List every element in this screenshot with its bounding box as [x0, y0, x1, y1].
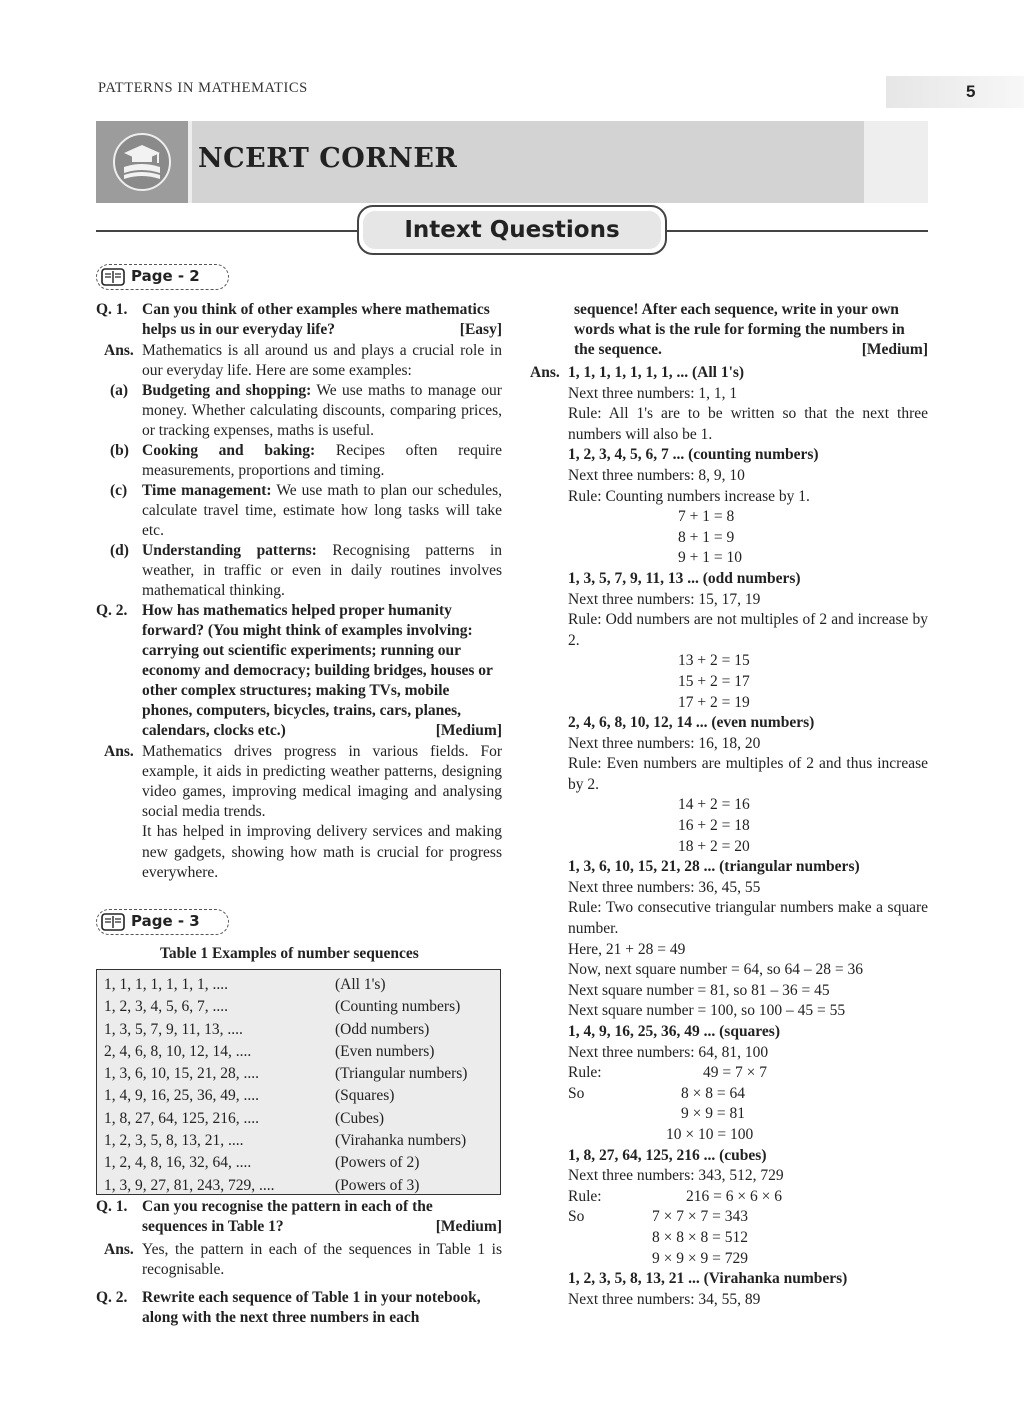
answer-label: Ans. [104, 342, 134, 359]
p3-question-2 [96, 1288, 502, 1328]
answer-text: Yes, the pattern in each of the sequences in Table 1 is recognisable. [142, 1241, 502, 1278]
p3-question-1 [96, 1197, 502, 1237]
table-row [97, 1019, 500, 1041]
rule-row [568, 1063, 928, 1084]
equation: 15 + 2 = 17 [678, 672, 750, 690]
page-tag-3 [96, 909, 229, 935]
equation: 14 + 2 = 16 [678, 796, 750, 814]
question-text: sequence! After each sequence, write in your own words what is the rule for forming the numbers in the sequence. [574, 301, 905, 358]
answer-point [96, 381, 502, 441]
graduation-cap-book-icon [112, 133, 172, 191]
difficulty-tag: [Medium] [435, 722, 502, 739]
point-text: We use math to plan our schedules, calculate travel time, estimate how long tasks will take etc. [142, 482, 502, 539]
next-numbers: Next three numbers: 15, 17, 19 [568, 590, 761, 608]
point-label: (b) [110, 442, 129, 459]
question-text: Rewrite each sequence of Table 1 in your notebook, along with the next three numbers in each [142, 1289, 481, 1326]
next-numbers: Next three numbers: 1, 1, 1 [568, 384, 738, 402]
book-icon [101, 913, 125, 936]
table-row [97, 1130, 500, 1152]
table-row [97, 1152, 500, 1174]
table-row [97, 1063, 500, 1085]
answer-text: Mathematics drives progress in various fields. For example, it aids in predicting weather patterns, designing video games, improving medical imaging and analysing social media trends. [142, 743, 502, 820]
table-row [97, 1108, 500, 1130]
difficulty-tag: [Medium] [861, 341, 928, 358]
equation: 9 × 9 = 81 [681, 1105, 745, 1123]
so-row [568, 1207, 928, 1228]
running-head: PATTERNS IN MATHEMATICS [98, 80, 308, 96]
working-line: Here, 21 + 28 = 49 [568, 940, 686, 958]
so-label: So [568, 1208, 585, 1226]
question-1 [96, 300, 502, 340]
rule-text: Rule: Even numbers are multiples of 2 and thus increase by 2. [568, 755, 928, 793]
sequence-table [96, 969, 501, 1195]
equation: 216 = 6 × 6 × 6 [686, 1187, 782, 1205]
sequence-cell: 1, 3, 9, 27, 81, 243, 729, .... [104, 1176, 275, 1194]
question-label: Q. 1. [96, 301, 128, 318]
table-row [97, 1175, 500, 1197]
next-numbers: Next three numbers: 34, 55, 89 [568, 1290, 761, 1308]
rule-text: Rule: All 1's are to be written so that the next three numbers will also be 1. [568, 405, 928, 443]
equation: 7 × 7 × 7 = 343 [652, 1208, 748, 1226]
difficulty-tag: [Medium] [435, 1218, 502, 1235]
sequence-heading: 1, 1, 1, 1, 1, 1, 1, ... (All 1's) [568, 364, 745, 381]
sequence-heading: 1, 2, 3, 4, 5, 6, 7 ... (counting numbers) [568, 446, 819, 464]
question-text: Can you recognise the pattern in each of the sequences in Table 1? [142, 1198, 433, 1235]
so-label: So [568, 1084, 585, 1102]
next-numbers: Next three numbers: 36, 45, 55 [568, 878, 761, 896]
answer-point [96, 541, 502, 601]
sequence-cell: 1, 8, 27, 64, 125, 216, .... [104, 1109, 259, 1127]
point-title: Time management: [142, 482, 272, 499]
answer-label: Ans. [104, 743, 134, 760]
equation: 16 + 2 = 18 [678, 817, 750, 835]
page-tag-label: Page - 3 [131, 912, 200, 930]
sequence-cell: 1, 1, 1, 1, 1, 1, 1, .... [104, 976, 228, 993]
point-title: Cooking and baking: [142, 442, 316, 459]
sequence-name-cell: (Virahanka numbers) [335, 1132, 467, 1150]
table-row [97, 996, 500, 1018]
rule-text: Rule: Two consecutive triangular numbers make a square number. [568, 899, 928, 938]
sequence-heading: 1, 8, 27, 64, 125, 216 ... (cubes) [568, 1146, 767, 1164]
equation: 10 × 10 = 100 [666, 1125, 754, 1143]
next-numbers: Next three numbers: 8, 9, 10 [568, 466, 745, 484]
sequence-heading: 2, 4, 6, 8, 10, 12, 14 ... (even numbers) [568, 714, 815, 732]
answer-text: Mathematics is all around us and plays a crucial role in our everyday life. Here are some examples: [142, 342, 502, 379]
sequence-cell: 1, 3, 6, 10, 15, 21, 28, .... [104, 1065, 259, 1083]
page-number: 5 [886, 76, 1024, 108]
equation: 9 + 1 = 10 [678, 549, 742, 567]
p3-answer-1 [96, 1240, 502, 1280]
point-label: (d) [110, 542, 129, 559]
next-numbers: Next three numbers: 64, 81, 100 [568, 1043, 769, 1061]
left-column-bottom [96, 1197, 502, 1328]
equation: 18 + 2 = 20 [678, 837, 750, 855]
point-text: We use maths to manage our money. Whether calculating discounts, comparing prices, or tracking expenses, maths is useful. [142, 382, 502, 439]
answer-1 [96, 341, 502, 381]
section-title: Intext Questions [363, 211, 661, 249]
sequence-name-cell: (Powers of 3) [335, 1176, 420, 1194]
working-line: Next square number = 81, so 81 – 36 = 45 [568, 981, 830, 999]
rule-text: Rule: Odd numbers are not multiples of 2 and increase by 2. [568, 611, 928, 649]
sequence-name-cell: (Odd numbers) [335, 1020, 430, 1038]
sequence-name-cell: (Powers of 2) [335, 1154, 420, 1172]
answer-label: Ans. [104, 1241, 134, 1258]
working-line: Now, next square number = 64, so 64 – 28 = 36 [568, 961, 864, 979]
equation: 7 + 1 = 8 [678, 508, 735, 526]
ncert-corner-banner [96, 121, 928, 203]
sequence-name-cell: (Cubes) [335, 1109, 385, 1127]
so-row [568, 1084, 928, 1105]
table-caption: Table 1 Examples of number sequences [160, 945, 419, 962]
equation: 8 × 8 × 8 = 512 [652, 1228, 748, 1246]
p3-question-2-continued [528, 300, 928, 360]
point-label: (c) [110, 482, 128, 499]
equation: 49 = 7 × 7 [703, 1064, 767, 1082]
point-text: Recognising patterns in weather, in traffic or even in daily routines involves mathematical thinking. [142, 542, 502, 599]
equation: 9 × 9 × 9 = 729 [652, 1249, 748, 1267]
banner-title: NCERT CORNER [198, 143, 458, 174]
sequence-cell: 1, 3, 5, 7, 9, 11, 13, .... [104, 1020, 243, 1038]
rule-label: Rule: [568, 1064, 602, 1082]
sequence-name-cell: (Counting numbers) [335, 998, 461, 1016]
book-icon [101, 268, 125, 291]
sequence-cell: 1, 2, 3, 4, 5, 6, 7, .... [104, 998, 228, 1016]
sequence-name-cell: (Even numbers) [335, 1042, 435, 1060]
answer-paragraph: It has helped in improving delivery services and making new gadgets, showing how math is crucial for progress everywhere. [142, 823, 502, 881]
section-heading-pill [357, 205, 667, 255]
table-row [97, 1085, 500, 1107]
sequence-name-cell: (All 1's) [335, 976, 386, 993]
point-title: Understanding patterns: [142, 542, 317, 559]
sequence-cell: 1, 2, 4, 8, 16, 32, 64, .... [104, 1154, 252, 1172]
sequence-cell: 2, 4, 6, 8, 10, 12, 14, .... [104, 1042, 252, 1060]
next-numbers: Next three numbers: 16, 18, 20 [568, 734, 761, 752]
banner-icon-box [96, 121, 188, 203]
sequence-heading: 1, 4, 9, 16, 25, 36, 49 ... (squares) [568, 1023, 780, 1040]
question-text: Can you think of other examples where mathematics helps us in our everyday life? [142, 301, 490, 338]
answer-point [96, 441, 502, 481]
answer-point [96, 481, 502, 541]
answer-label: Ans. [530, 364, 560, 381]
sequence-heading: 1, 3, 5, 7, 9, 11, 13 ... (odd numbers) [568, 569, 801, 587]
question-label: Q. 1. [96, 1198, 128, 1215]
working-line: Next square number = 100, so 100 – 45 = 55 [568, 1002, 846, 1020]
equation: 17 + 2 = 19 [678, 693, 750, 711]
page-tag-label: Page - 2 [131, 267, 200, 285]
sequence-name-cell: (Squares) [335, 1087, 395, 1105]
question-label: Q. 2. [96, 602, 128, 619]
equation: 13 + 2 = 15 [678, 652, 750, 670]
sequence-cell: 1, 4, 9, 16, 25, 36, 49, .... [104, 1087, 259, 1105]
next-numbers: Next three numbers: 343, 512, 729 [568, 1167, 784, 1185]
question-2 [96, 601, 502, 741]
point-text: Recipes often require measurements, proportions and timing. [142, 442, 503, 479]
p3-answer-2 [528, 363, 928, 1310]
page-tag-2 [96, 264, 229, 290]
point-label: (a) [110, 382, 129, 399]
sequence-heading: 1, 2, 3, 5, 8, 13, 21 ... (Virahanka numbers) [568, 1270, 848, 1288]
sequence-cell: 1, 2, 3, 5, 8, 13, 21, .... [104, 1132, 244, 1150]
question-text: How has mathematics helped proper humanity forward? (You might think of examples involving: carrying out scientific experiments; running our economy and democracy; building bridges, houses or other complex structures; making TVs, mobile phones, computers, bicycles, trains, cars, planes, calendars, clocks etc.) [142, 602, 493, 739]
left-column-top [96, 300, 502, 884]
table-row [97, 1041, 500, 1063]
point-title: Budgeting and shopping: [142, 382, 312, 399]
question-label: Q. 2. [96, 1289, 128, 1306]
equation: 8 + 1 = 9 [678, 528, 735, 546]
sequence-name-cell: (Triangular numbers) [335, 1065, 468, 1083]
right-column [528, 300, 928, 1310]
rule-row [568, 1187, 928, 1208]
answer-2 [96, 742, 502, 822]
difficulty-tag: [Easy] [459, 321, 502, 338]
rule-label: Rule: [568, 1187, 602, 1205]
table-row [97, 974, 500, 996]
equation: 8 × 8 = 64 [681, 1084, 745, 1102]
sequence-heading: 1, 3, 6, 10, 15, 21, 28 ... (triangular numbers) [568, 858, 860, 876]
rule-text: Rule: Counting numbers increase by 1. [568, 487, 810, 505]
